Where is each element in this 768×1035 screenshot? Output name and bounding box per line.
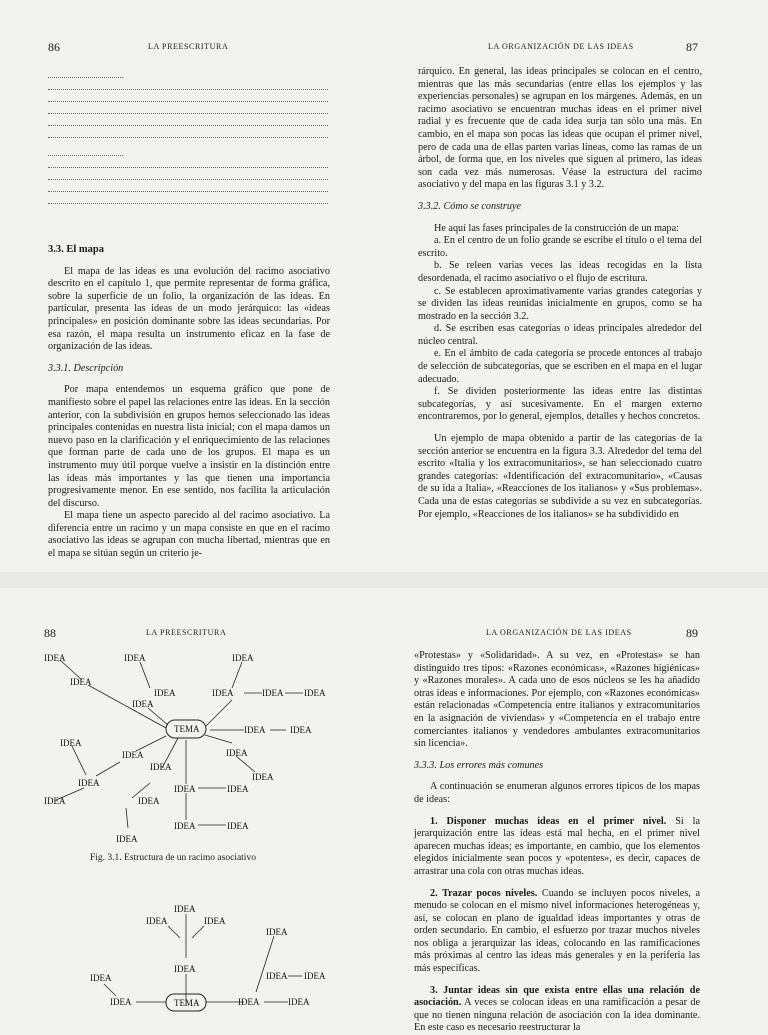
idea-node: IDEA [227, 784, 249, 794]
idea-node: IDEA [116, 834, 138, 844]
page-number: 89 [686, 626, 698, 640]
paragraph: Por mapa entendemos un esquema gráfico que pone de manifiesto sobre el papel las relaciones entre las ideas. En la sección anterior, con la subdivisión en grupos hemos seleccionado las ideas principales contenidas en nuestra lista inicial; con el mapa damos un nuevo paso en la clarificación y el enriquecimiento de las relaciones que forman parte de cada uno de los grupos. El mapa es un instrumento muy útil porque vuelve a insistir en la distinción entre las ideas más importantes y las que tienen una importancia progresivamente menor. En ese sentido, nos facilita la articulación del discurso. [48, 384, 330, 509]
error-item-1 [414, 816, 700, 879]
idea-node: IDEA [174, 904, 196, 914]
subsection-heading: 3.3.2. Cómo se construye [418, 200, 521, 212]
idea-node: IDEA [70, 677, 92, 687]
idea-node: IDEA [238, 997, 260, 1007]
idea-node: IDEA [212, 688, 234, 698]
running-header: LA ORGANIZACIÓN DE LAS IDEAS [486, 628, 632, 637]
paragraph: «Protestas» y «Solidaridad». A su vez, en «Protestas» se han distinguido tres tipos: «Razones económicas», «Razones higiénicas» y «Razones morales». A cada uno de esos núcleos se les ha añadido otras ideas e informaciones. Por ejemplo, con «Razones económicas» están relacionadas «Competencia entre italianos y extracomunitarios en la asignación de viviendas» y «Competencia en el trabajo entre comerciantes italianos y vendedores ambulantes extracomunitarios sin licencia». [414, 650, 700, 750]
error-item-3 [414, 985, 700, 1035]
idea-node: IDEA [44, 653, 66, 663]
step-a: a. En el centro de un folio grande se escribe el título o el tema del escrito. [418, 235, 702, 259]
error-text: A veces se colocan ideas en una ramificación a pesar de que no tienen ninguna relación de asociación con la idea dominante. En este caso es necesario reestructurar la [414, 997, 700, 1034]
error-title: 2. Trazar pocos niveles. [430, 887, 538, 899]
page-86 [0, 0, 384, 572]
page-number: 88 [44, 626, 56, 640]
step-b: b. Se releen varias veces las ideas recogidas en la lista desordenada, el racimo asociativo o el flujo de escritura. [418, 260, 702, 284]
paragraph: rárquico. En general, las ideas principales se colocan en el centro, mientras que las más secundarias (entre ellas los ejemplos y las experiencias personales) se agrupan en los márgenes. Además, en un racimo asociativo se encuentran muchas ideas en el primer nivel radial y es frecuente que de cada idea surja tan sólo una más. En cambio, en el mapa son pocas las ideas que ocupan el primer nivel, pero de cada una de ellas parten varias líneas, como las ramas de un árbol, de forma que, en los niveles que siguen al primero, las ideas son cada vez más numerosas. Véase la estructura del racimo asociativo y del mapa en las figuras 3.1 y 3.2. [418, 66, 702, 191]
error-title: 1. Disponer muchas ideas en el primer nivel. [430, 815, 667, 827]
idea-node: IDEA [226, 748, 248, 758]
subsection-heading: 3.3.3. Los errores más comunes [414, 759, 544, 771]
page-number: 87 [686, 40, 698, 54]
idea-node: IDEA [138, 796, 160, 806]
error-title: 3. Juntar ideas sin que exista entre ellas una relación de asociación. [414, 984, 700, 1009]
page-gutter [0, 572, 768, 588]
running-header: LA PREESCRITURA [146, 628, 227, 637]
idea-node: IDEA [262, 688, 284, 698]
idea-node: IDEA [60, 738, 82, 748]
idea-node: IDEA [154, 688, 176, 698]
subsection-heading: 3.3.1. Descripción [48, 362, 124, 374]
idea-node: IDEA [266, 971, 288, 981]
idea-node: IDEA [304, 971, 326, 981]
idea-node: IDEA [146, 916, 168, 926]
idea-node: IDEA [78, 778, 100, 788]
idea-node: IDEA [150, 762, 172, 772]
idea-node: IDEA [290, 725, 312, 735]
tema-node: TEMA [174, 998, 200, 1008]
figure-caption: Fig. 3.1. Estructura de un racimo asociativo [90, 853, 256, 863]
idea-node: IDEA [304, 688, 326, 698]
text-column [414, 650, 700, 1035]
page-88 [0, 588, 384, 1024]
idea-node: IDEA [288, 997, 310, 1007]
error-text: Si la jerarquización entre las ideas está mal hecha, en el primer nivel aparecen muchas ideas; es importante, en cambio, que los elementos elegidos inicialmente sean pocos y «potentes», es decir, capaces de arrastrar una cola con otras muchas ideas. [414, 815, 700, 877]
idea-node: IDEA [266, 927, 288, 937]
idea-node: IDEA [122, 750, 144, 760]
error-text: Cuando se incluyen pocos niveles, a menudo se colocan en el mismo nivel informaciones heterogéneas y, así, se colocan en plano de igualdad ideas importantes y otras de orden secundario. En cambio, el esfuerzo por trazar muchos niveles nos obliga a jerarquizar las ideas, colocando en las ramificaciones más próximas al centro las ideas más generales y en la periferia las más específicas. [414, 887, 700, 975]
step-e: e. En el ámbito de cada categoría se procede entonces al trabajo de selección de subcategorías, que se escriben en el mapa en el lugar adecuado. [418, 348, 702, 385]
idea-node: IDEA [124, 653, 146, 663]
idea-node: IDEA [204, 916, 226, 926]
idea-node: IDEA [44, 796, 66, 806]
idea-node: IDEA [232, 653, 254, 663]
paragraph: Un ejemplo de mapa obtenido a partir de las categorías de la sección anterior se encuentra en la figura 3.3. Alrededor del tema del escrito «Italia y los extracomunitarios», se han seleccionado cuatro grandes categorías: «Identificación del extracomunitario», «Causas de su ida a Italia», «Reacciones de los italianos» y «Sus problemas». Cada una de estas categorías se subdivide a su vez en subcategorías. Por ejemplo, «Reacciones de los italianos» se ha subdividido en [418, 433, 702, 520]
error-item-2 [414, 888, 700, 976]
cluster-diagram [0, 588, 384, 858]
map-diagram [0, 904, 384, 1024]
idea-node: IDEA [174, 964, 196, 974]
idea-node: IDEA [244, 725, 266, 735]
page-87 [384, 0, 768, 572]
running-header: LA PREESCRITURA [148, 42, 229, 51]
paragraph: A continuación se enumeran algunos errores típicos de los mapas de ideas: [414, 781, 700, 805]
idea-node: IDEA [174, 784, 196, 794]
text-column [48, 244, 330, 561]
idea-node: IDEA [110, 997, 132, 1007]
step-f: f. Se dividen posteriormente las ideas entre las distintas subcategorías, y así sucesivamente. En el margen externo encontraremos, por lo general, ejemplos, detalles y hechos concretos. [418, 386, 702, 423]
idea-node: IDEA [90, 973, 112, 983]
section-heading: 3.3. El mapa [48, 244, 105, 255]
idea-node: IDEA [227, 821, 249, 831]
text-column [418, 66, 702, 521]
blank-dotted-lines [48, 66, 328, 204]
page-number: 86 [48, 40, 60, 54]
paragraph: El mapa tiene un aspecto parecido al del racimo asociativo. La diferencia entre un racimo y un mapa consiste en que en el racimo asociativo las ideas se agrupan con mucha libertad, mientras que en el mapa se sitúan según un criterio je- [48, 510, 330, 560]
idea-node: IDEA [132, 699, 154, 709]
paragraph: He aquí las fases principales de la construcción de un mapa: [434, 222, 679, 234]
idea-node: IDEA [174, 821, 196, 831]
idea-node: IDEA [252, 772, 274, 782]
paragraph: El mapa de las ideas es una evolución del racimo asociativo descrito en el capítulo 1, que permite representar de forma gráfica, sobre la superficie de un folio, la organización de las ideas. En particular, presenta las ideas de un modo jerárquico: las «ideas principales» en posición dominante sobre las ideas secundarias. Por esa razón, el mapa resulta un instrumento eficaz en la fase de organización de las ideas. [48, 265, 330, 353]
page-89 [384, 588, 768, 1034]
tema-node: TEMA [174, 724, 200, 734]
step-d: d. Se escriben esas categorías o ideas principales alrededor del núcleo central. [418, 323, 702, 347]
step-c: c. Se establecen aproximativamente varias grandes categorías y se dividen las ideas reunidas inicialmente en grupos, como se ha mostrado en la sección 3.2. [418, 285, 702, 322]
running-header: LA ORGANIZACIÓN DE LAS IDEAS [488, 42, 634, 51]
